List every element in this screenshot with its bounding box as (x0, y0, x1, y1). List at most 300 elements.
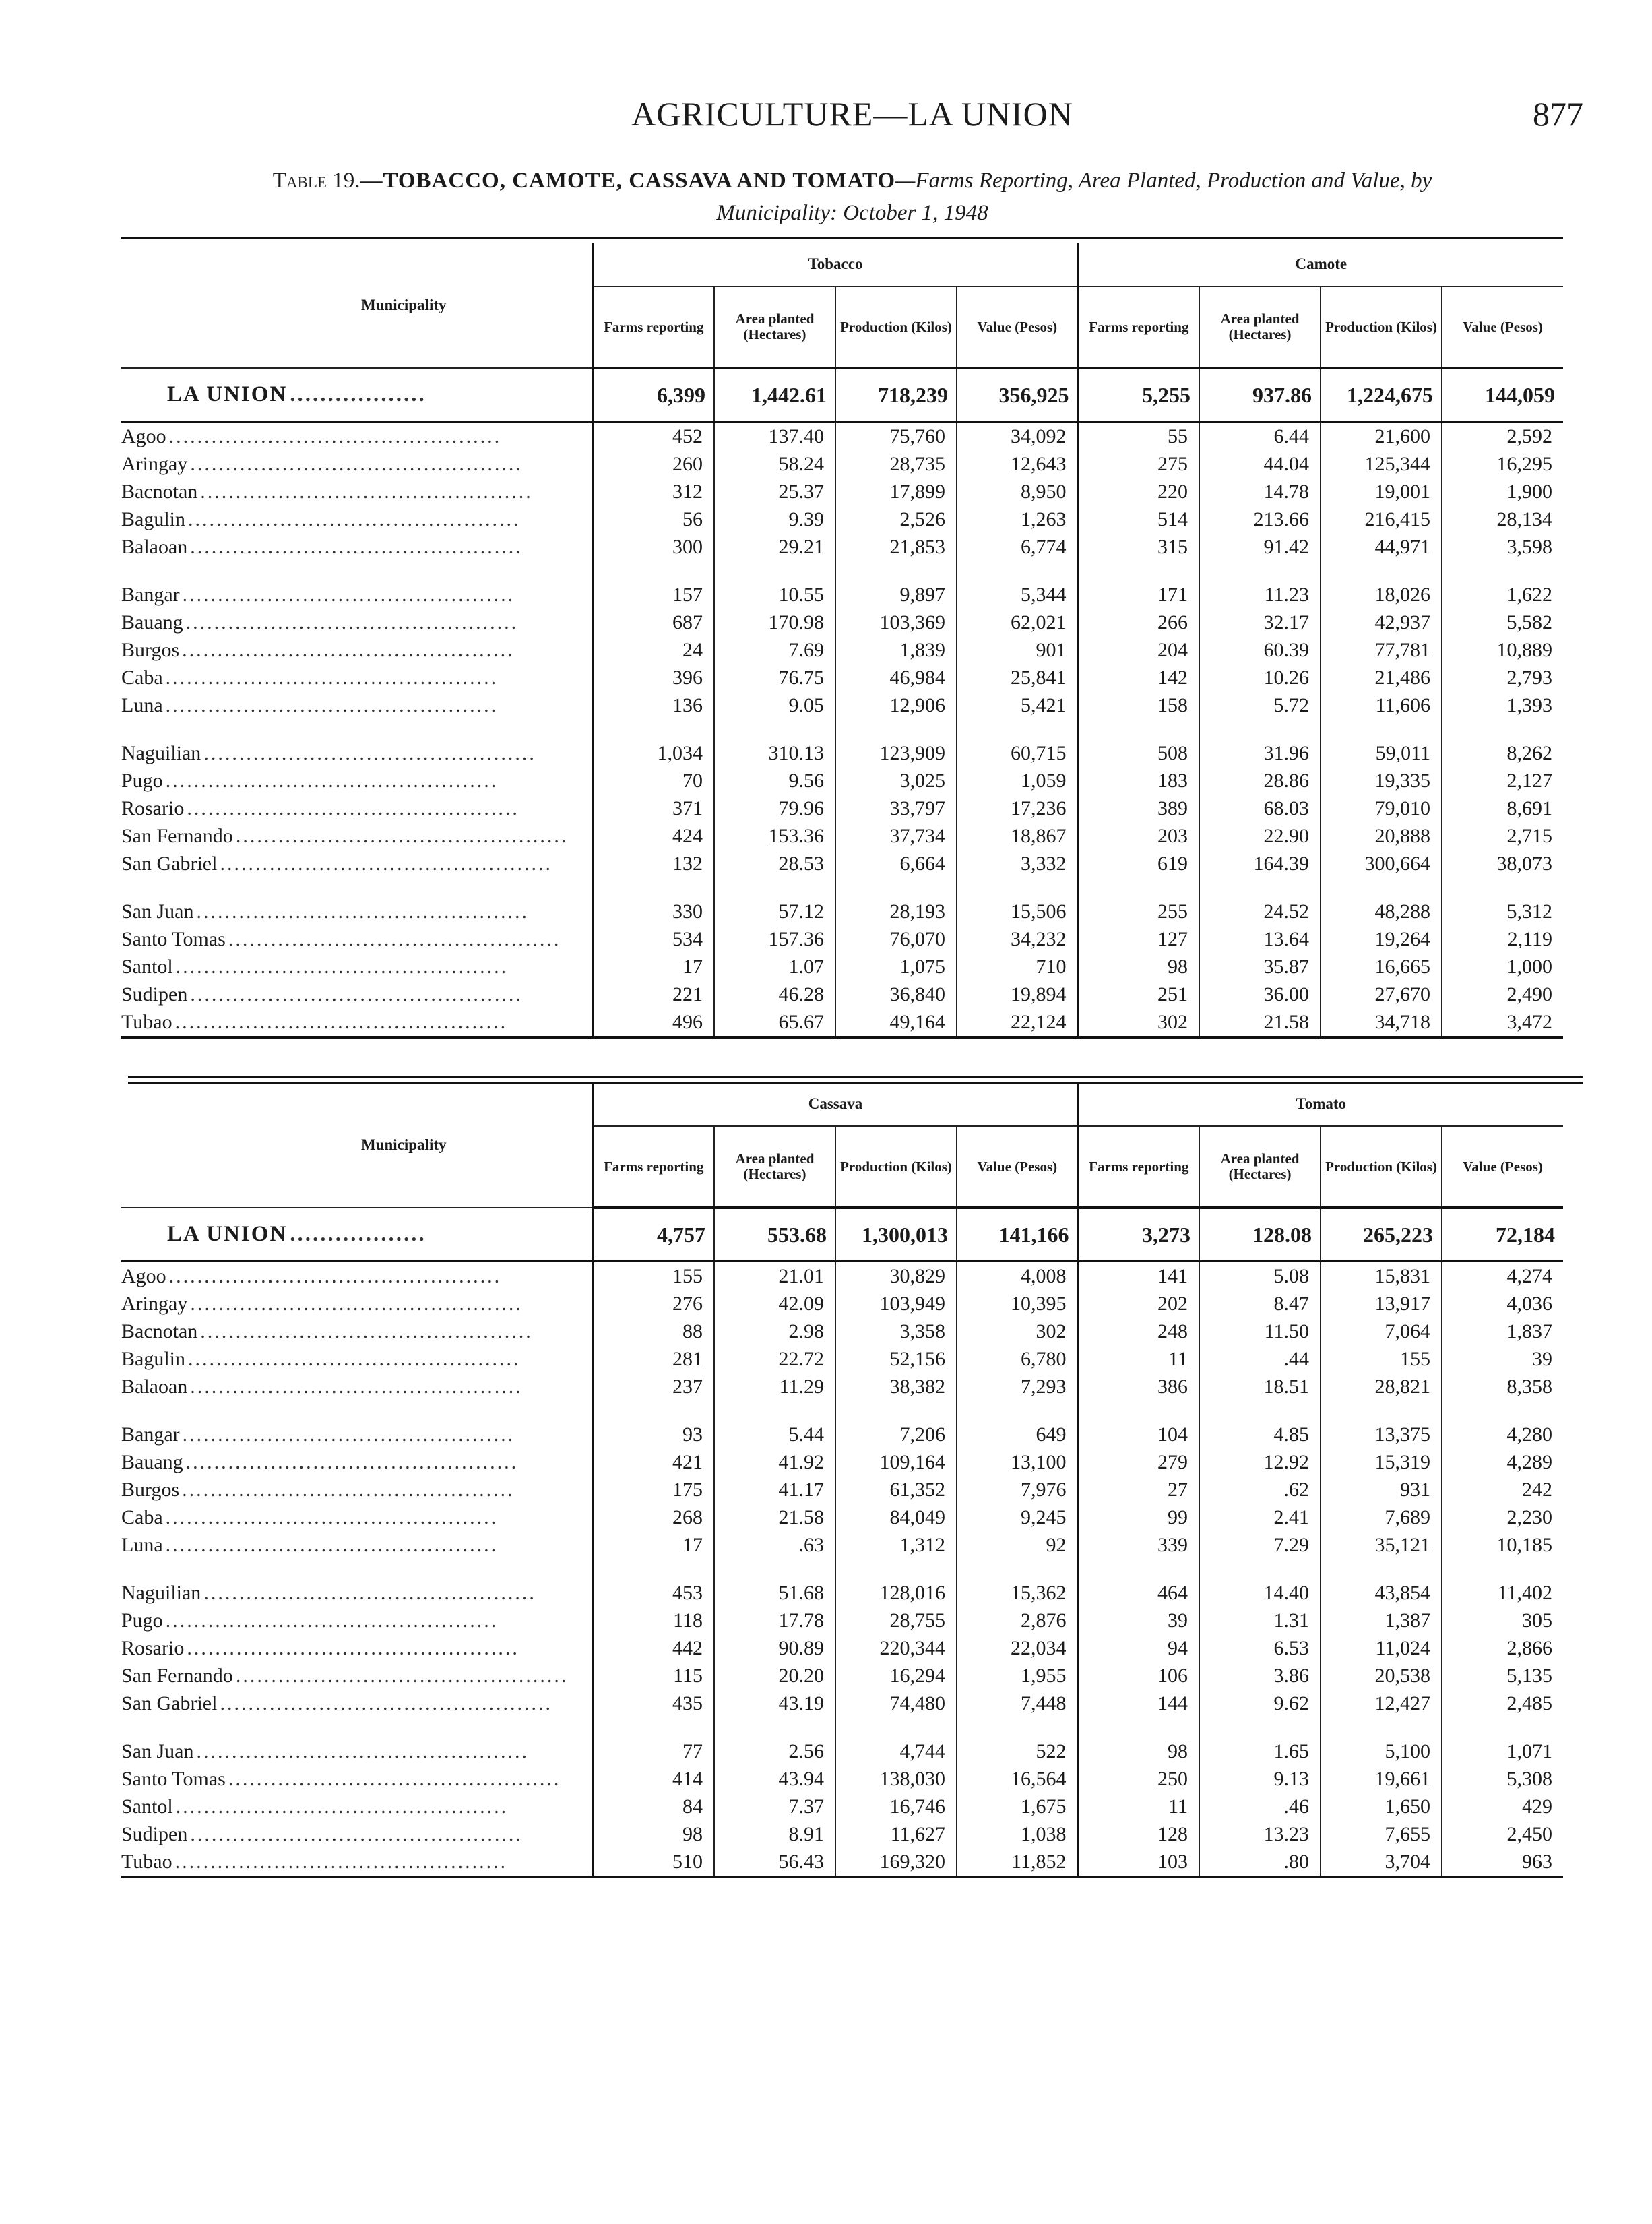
cell-value: 2,119 (1442, 925, 1563, 953)
cell-value: 5,582 (1442, 609, 1563, 636)
municipality-name: San Juan ............................................... (121, 1740, 529, 1762)
cell-value: .44 (1199, 1345, 1321, 1373)
municipality-name: Naguilian ............................................... (121, 1582, 536, 1604)
cell-value: 28,755 (835, 1607, 957, 1634)
cell-value: 106 (1078, 1662, 1199, 1690)
total-value: 128.08 (1199, 1208, 1321, 1262)
cell-value: 118 (593, 1607, 714, 1634)
cell-value: 28,193 (835, 877, 957, 925)
cell-value: 1,837 (1442, 1318, 1563, 1345)
cell-value: 6,664 (835, 850, 957, 877)
cell-value: 24.52 (1199, 877, 1321, 925)
total-value: 937.86 (1199, 368, 1321, 422)
cell-value: 128 (1078, 1820, 1199, 1848)
cell-value: 275 (1078, 450, 1199, 478)
municipality-name: Santo Tomas ............................................... (121, 928, 561, 950)
cell-value: 51.68 (714, 1559, 835, 1607)
cell-value: 92 (957, 1531, 1078, 1559)
cell-value: 17 (593, 1531, 714, 1559)
cell-value: 74,480 (835, 1690, 957, 1717)
cell-value: 424 (593, 822, 714, 850)
cell-value: 19,894 (957, 981, 1078, 1008)
cell-value: 510 (593, 1848, 714, 1877)
total-value: 265,223 (1321, 1208, 1442, 1262)
cell-value: 7,976 (957, 1476, 1078, 1504)
municipality-name: Rosario ............................................... (121, 797, 519, 820)
table-row (121, 1400, 1563, 1448)
cell-value: 16,746 (835, 1793, 957, 1820)
cell-value: 61,352 (835, 1476, 957, 1504)
total-value: 6,399 (593, 368, 714, 422)
cell-value: 155 (1321, 1345, 1442, 1373)
cell-value: 16,294 (835, 1662, 957, 1690)
cell-value: 7.37 (714, 1793, 835, 1820)
cell-value: 41.92 (714, 1448, 835, 1476)
table-row (121, 609, 1563, 636)
cell-value: 5,308 (1442, 1765, 1563, 1793)
cell-value: 46,984 (835, 664, 957, 691)
table-row (121, 1290, 1563, 1318)
cell-value: 649 (957, 1400, 1078, 1448)
municipality-name: Tubao ............................................... (121, 1008, 593, 1037)
cell-value: 496 (593, 1008, 714, 1037)
municipality-name: Santo Tomas ............................................... (121, 1768, 561, 1790)
cell-value: 90.89 (714, 1634, 835, 1662)
municipality-name: Burgos ............................................... (121, 1479, 515, 1501)
cell-value: 8,950 (957, 478, 1078, 505)
cell-value: 99 (1078, 1504, 1199, 1531)
cell-value: 514 (1078, 505, 1199, 533)
cell-value: 619 (1078, 850, 1199, 877)
cell-value: 59,011 (1321, 719, 1442, 767)
cell-value: 5.08 (1199, 1262, 1321, 1291)
group-header-a: Tobacco (593, 243, 1078, 286)
cell-value: 5,344 (957, 561, 1078, 609)
total-row (121, 368, 1563, 422)
cell-value: 37,734 (835, 822, 957, 850)
cell-value: 98 (1078, 953, 1199, 981)
cell-value: 158 (1078, 691, 1199, 719)
cell-value: 17,899 (835, 478, 957, 505)
column-header-farms: Farms reporting (1078, 1126, 1199, 1208)
cell-value: 305 (1442, 1607, 1563, 1634)
cell-value: 11,852 (957, 1848, 1078, 1877)
cell-value: 248 (1078, 1318, 1199, 1345)
cell-value: 5.44 (714, 1400, 835, 1448)
cell-value: 14.40 (1199, 1559, 1321, 1607)
cell-value: 33,797 (835, 795, 957, 822)
caption-italic-1: —Farms Reporting, Area Planted, Production and Value, by (895, 168, 1432, 193)
total-value: 72,184 (1442, 1208, 1563, 1262)
cell-value: 260 (593, 450, 714, 478)
municipality-name: Caba ............................................... (121, 667, 499, 689)
cell-value: 2,715 (1442, 822, 1563, 850)
total-value: 5,255 (1078, 368, 1199, 422)
total-value: 141,166 (957, 1208, 1078, 1262)
cell-value: 8,691 (1442, 795, 1563, 822)
column-header-area: Area planted (Hectares) (714, 286, 835, 368)
table-row (121, 1448, 1563, 1476)
cell-value: 22.90 (1199, 822, 1321, 850)
cell-value: 203 (1078, 822, 1199, 850)
cell-value: 62,021 (957, 609, 1078, 636)
cell-value: 13,375 (1321, 1400, 1442, 1448)
cell-value: 41.17 (714, 1476, 835, 1504)
cell-value: 7,655 (1321, 1820, 1442, 1848)
cell-value: 2,793 (1442, 664, 1563, 691)
cell-value: 17,236 (957, 795, 1078, 822)
cell-value: 1,059 (957, 767, 1078, 795)
cell-value: 2,490 (1442, 981, 1563, 1008)
cell-value: 1,675 (957, 1793, 1078, 1820)
cell-value: 28.53 (714, 850, 835, 877)
column-header-value: Value (Pesos) (957, 286, 1078, 368)
table-row (121, 561, 1563, 609)
cell-value: 36.00 (1199, 981, 1321, 1008)
cell-value: 19,001 (1321, 478, 1442, 505)
cell-value: 4,036 (1442, 1290, 1563, 1318)
cell-value: 1,034 (593, 719, 714, 767)
municipality-name: Luna ............................................... (121, 1534, 499, 1556)
cell-value: 22,034 (957, 1634, 1078, 1662)
cell-value: 1,387 (1321, 1607, 1442, 1634)
municipality-name: San Juan ............................................... (121, 900, 529, 923)
cell-value: 49,164 (835, 1008, 957, 1037)
cell-value: 157 (593, 561, 714, 609)
column-header-area: Area planted (Hectares) (1199, 286, 1321, 368)
cell-value: 164.39 (1199, 850, 1321, 877)
cell-value: 302 (1078, 1008, 1199, 1037)
cell-value: 7,293 (957, 1373, 1078, 1400)
cell-value: 9.56 (714, 767, 835, 795)
cell-value: 1.31 (1199, 1607, 1321, 1634)
cell-value: 58.24 (714, 450, 835, 478)
cell-value: 28,735 (835, 450, 957, 478)
cell-value: 43.19 (714, 1690, 835, 1717)
cell-value: 7.69 (714, 636, 835, 664)
cell-value: 42,937 (1321, 609, 1442, 636)
cell-value: 21,853 (835, 533, 957, 561)
table-row (121, 1262, 1563, 1291)
table-row (121, 767, 1563, 795)
cell-value: 136 (593, 691, 714, 719)
cell-value: 22,124 (957, 1008, 1078, 1037)
cell-value: 421 (593, 1448, 714, 1476)
cell-value: 9.05 (714, 691, 835, 719)
cell-value: 109,164 (835, 1448, 957, 1476)
cell-value: 11,627 (835, 1820, 957, 1848)
cell-value: 103 (1078, 1848, 1199, 1877)
cell-value: 170.98 (714, 609, 835, 636)
table-row (121, 1531, 1563, 1559)
cell-value: 76.75 (714, 664, 835, 691)
cell-value: 56.43 (714, 1848, 835, 1877)
column-header-value: Value (Pesos) (1442, 286, 1563, 368)
municipality-name: Bauang ............................................... (121, 1451, 519, 1473)
cell-value: 3,358 (835, 1318, 957, 1345)
cell-value: 9.62 (1199, 1690, 1321, 1717)
cell-value: 2.41 (1199, 1504, 1321, 1531)
municipality-name: Sudipen ............................................... (121, 1823, 523, 1845)
column-header-value: Value (Pesos) (957, 1126, 1078, 1208)
municipality-name: Sudipen ............................................... (121, 983, 523, 1006)
cell-value: 242 (1442, 1476, 1563, 1504)
cell-value: 12,906 (835, 691, 957, 719)
municipality-name: Pugo ............................................... (121, 770, 499, 792)
cell-value: 414 (593, 1765, 714, 1793)
cell-value: 10,395 (957, 1290, 1078, 1318)
cell-value: 18,026 (1321, 561, 1442, 609)
cell-value: 138,030 (835, 1765, 957, 1793)
cell-value: 123,909 (835, 719, 957, 767)
cell-value: 20,888 (1321, 822, 1442, 850)
table-row (121, 450, 1563, 478)
cell-value: 24 (593, 636, 714, 664)
cell-value: 3,598 (1442, 533, 1563, 561)
cell-value: 6.44 (1199, 422, 1321, 451)
cell-value: 12.92 (1199, 1448, 1321, 1476)
caption-italic-2: Municipality: October 1, 1948 (716, 201, 988, 225)
municipality-name: San Fernando ............................................... (121, 1665, 569, 1687)
group-header-b: Camote (1078, 243, 1563, 286)
cell-value: 251 (1078, 981, 1199, 1008)
table-row (121, 1662, 1563, 1690)
table-row (121, 422, 1563, 451)
cell-value: 27 (1078, 1476, 1199, 1504)
cell-value: 44.04 (1199, 450, 1321, 478)
cell-value: 339 (1078, 1531, 1199, 1559)
cell-value: 88 (593, 1318, 714, 1345)
cell-value: 250 (1078, 1765, 1199, 1793)
table-row (121, 505, 1563, 533)
cell-value: 18,867 (957, 822, 1078, 850)
cell-value: 13,917 (1321, 1290, 1442, 1318)
table-row (121, 691, 1563, 719)
group-header-b: Tomato (1078, 1082, 1563, 1126)
cell-value: 183 (1078, 767, 1199, 795)
cell-value: 79.96 (714, 795, 835, 822)
table-row (121, 925, 1563, 953)
cell-value: 18.51 (1199, 1373, 1321, 1400)
municipality-name: Caba ............................................... (121, 1506, 499, 1528)
cell-value: 11,606 (1321, 691, 1442, 719)
total-label: LA UNION .................. (121, 368, 593, 422)
cell-value: 3.86 (1199, 1662, 1321, 1690)
cell-value: 442 (593, 1634, 714, 1662)
cell-value: 84 (593, 1793, 714, 1820)
total-value: 4,757 (593, 1208, 714, 1262)
cell-value: 175 (593, 1476, 714, 1504)
cell-value: 20,538 (1321, 1662, 1442, 1690)
cell-value: 21.01 (714, 1262, 835, 1291)
total-value: 1,300,013 (835, 1208, 957, 1262)
table-row (121, 1504, 1563, 1531)
cell-value: 1,900 (1442, 478, 1563, 505)
cell-value: 14.78 (1199, 478, 1321, 505)
cell-value: 13.23 (1199, 1820, 1321, 1848)
cell-value: 57.12 (714, 877, 835, 925)
top-rule (121, 237, 1563, 239)
cell-value: 464 (1078, 1559, 1199, 1607)
cell-value: 44,971 (1321, 533, 1442, 561)
cell-value: 11 (1078, 1345, 1199, 1373)
cell-value: 4,274 (1442, 1262, 1563, 1291)
cell-value: 1,000 (1442, 953, 1563, 981)
cell-value: 3,704 (1321, 1848, 1442, 1877)
cell-value: 11,402 (1442, 1559, 1563, 1607)
cell-value: 30,829 (835, 1262, 957, 1291)
cell-value: 21,486 (1321, 664, 1442, 691)
cell-value: 31.96 (1199, 719, 1321, 767)
cell-value: 300,664 (1321, 850, 1442, 877)
cell-value: 5,100 (1321, 1717, 1442, 1765)
cell-value: 202 (1078, 1290, 1199, 1318)
municipality-name: Balaoan ............................................... (121, 1376, 523, 1398)
cell-value: 12,643 (957, 450, 1078, 478)
cell-value: 48,288 (1321, 877, 1442, 925)
cell-value: 216,415 (1321, 505, 1442, 533)
cell-value: 7.29 (1199, 1531, 1321, 1559)
cell-value: 1,263 (957, 505, 1078, 533)
cell-value: 268 (593, 1504, 714, 1531)
column-header-farms: Farms reporting (593, 286, 714, 368)
municipality-name: Bacnotan ............................................... (121, 481, 533, 503)
cell-value: 1,622 (1442, 561, 1563, 609)
cell-value: 137.40 (714, 422, 835, 451)
cell-value: 5.72 (1199, 691, 1321, 719)
table-row (121, 850, 1563, 877)
cell-value: 4,280 (1442, 1400, 1563, 1448)
cell-value: 19,661 (1321, 1765, 1442, 1793)
caption-main: —TOBACCO, CAMOTE, CASSAVA AND TOMATO (360, 168, 896, 193)
cell-value: 11.50 (1199, 1318, 1321, 1345)
cell-value: 7,689 (1321, 1504, 1442, 1531)
cell-value: 1,650 (1321, 1793, 1442, 1820)
municipality-name: Burgos ............................................... (121, 639, 515, 661)
cell-value: 27,670 (1321, 981, 1442, 1008)
table-row (121, 877, 1563, 925)
cell-value: 17.78 (714, 1607, 835, 1634)
cell-value: 386 (1078, 1373, 1199, 1400)
cell-value: 94 (1078, 1634, 1199, 1662)
cell-value: 38,382 (835, 1373, 957, 1400)
total-value: 3,273 (1078, 1208, 1199, 1262)
cell-value: 1.07 (714, 953, 835, 981)
cell-value: 4,008 (957, 1262, 1078, 1291)
table-row (121, 533, 1563, 561)
cell-value: 127 (1078, 925, 1199, 953)
municipality-name: Pugo ............................................... (121, 1609, 499, 1632)
cell-value: 28,134 (1442, 505, 1563, 533)
cell-value: 22.72 (714, 1345, 835, 1373)
cell-value: 522 (957, 1717, 1078, 1765)
cell-value: 2,876 (957, 1607, 1078, 1634)
cell-value: 11,024 (1321, 1634, 1442, 1662)
cell-value: 43,854 (1321, 1559, 1442, 1607)
cell-value: 34,092 (957, 422, 1078, 451)
cell-value: 901 (957, 636, 1078, 664)
municipality-name: Bagulin ............................................... (121, 1348, 521, 1370)
municipality-name: Tubao ............................................... (121, 1848, 593, 1877)
cell-value: 21.58 (1199, 1008, 1321, 1037)
cell-value: 68.03 (1199, 795, 1321, 822)
cell-value: 9.13 (1199, 1765, 1321, 1793)
column-header-area: Area planted (Hectares) (714, 1126, 835, 1208)
cell-value: 5,421 (957, 691, 1078, 719)
cell-value: 65.67 (714, 1008, 835, 1037)
table-row (121, 1318, 1563, 1345)
table-row (121, 1476, 1563, 1504)
cell-value: 84,049 (835, 1504, 957, 1531)
municipality-name: Bagulin ............................................... (121, 508, 521, 530)
cell-value: 2,230 (1442, 1504, 1563, 1531)
table-row (121, 478, 1563, 505)
cell-value: 15,506 (957, 877, 1078, 925)
municipality-name: Agoo ............................................... (121, 1265, 502, 1287)
table-row (121, 1345, 1563, 1373)
cell-value: 39 (1078, 1607, 1199, 1634)
cell-value: 2.56 (714, 1717, 835, 1765)
cell-value: 104 (1078, 1400, 1199, 1448)
table-caption (121, 164, 1583, 229)
cell-value: 9,245 (957, 1504, 1078, 1531)
cell-value: 279 (1078, 1448, 1199, 1476)
table-row (121, 1373, 1563, 1400)
cell-value: 396 (593, 664, 714, 691)
municipality-name: Aringay ............................................... (121, 1293, 523, 1315)
cell-value: 4,744 (835, 1717, 957, 1765)
cell-value: 710 (957, 953, 1078, 981)
cell-value: 9.39 (714, 505, 835, 533)
column-header-value: Value (Pesos) (1442, 1126, 1563, 1208)
cell-value: 389 (1078, 795, 1199, 822)
cell-value: 103,369 (835, 609, 957, 636)
cell-value: .46 (1199, 1793, 1321, 1820)
cell-value: 1.65 (1199, 1717, 1321, 1765)
municipality-name: San Gabriel ............................................... (121, 853, 552, 875)
cell-value: 39 (1442, 1345, 1563, 1373)
cell-value: 125,344 (1321, 450, 1442, 478)
cell-value: 141 (1078, 1262, 1199, 1291)
municipality-name: Rosario ............................................... (121, 1637, 519, 1659)
table-row (121, 1607, 1563, 1634)
cell-value: 2,485 (1442, 1690, 1563, 1717)
municipality-name: Aringay ............................................... (121, 453, 523, 475)
total-value: 1,442.61 (714, 368, 835, 422)
cell-value: 144 (1078, 1690, 1199, 1717)
table-row (121, 1690, 1563, 1717)
cell-value: 169,320 (835, 1848, 957, 1877)
cell-value: 266 (1078, 609, 1199, 636)
cell-value: 10.26 (1199, 664, 1321, 691)
table-tobacco-camote (121, 243, 1563, 1039)
cell-value: 142 (1078, 664, 1199, 691)
cell-value: 34,232 (957, 925, 1078, 953)
table-row (121, 981, 1563, 1008)
cell-value: 32.17 (1199, 609, 1321, 636)
cell-value: 10,185 (1442, 1531, 1563, 1559)
cell-value: 3,025 (835, 767, 957, 795)
table-row (121, 1793, 1563, 1820)
cell-value: 35.87 (1199, 953, 1321, 981)
cell-value: 76,070 (835, 925, 957, 953)
cell-value: 2,127 (1442, 767, 1563, 795)
caption-lead: Table 19. (272, 168, 360, 193)
municipality-name: Bangar ............................................... (121, 1423, 515, 1446)
cell-value: 55 (1078, 422, 1199, 451)
cell-value: 98 (593, 1820, 714, 1848)
cell-value: 534 (593, 925, 714, 953)
